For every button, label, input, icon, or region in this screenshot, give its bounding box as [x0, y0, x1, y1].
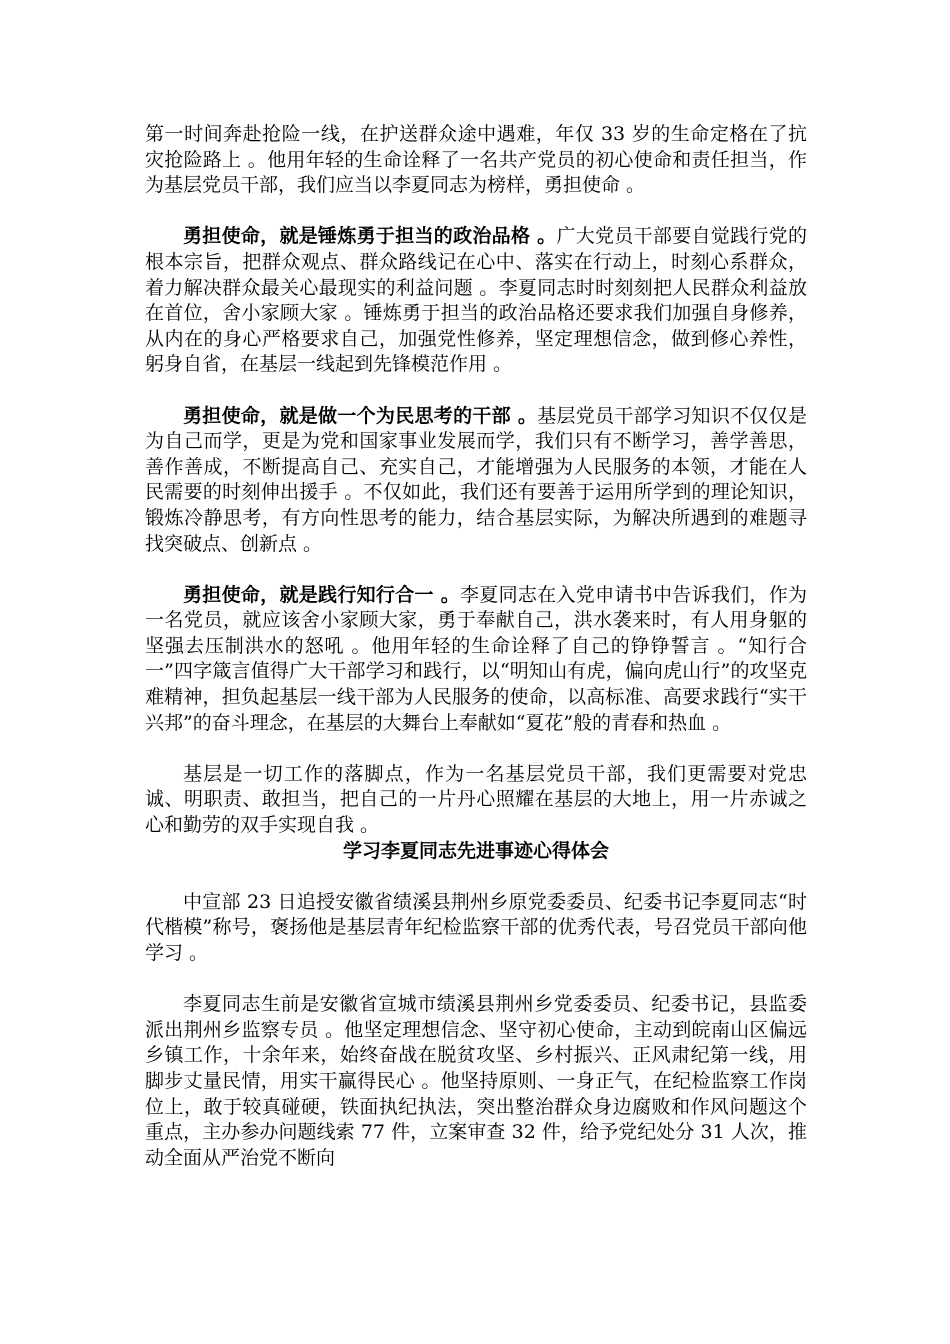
paragraph-think-for-people	[145, 404, 807, 558]
paragraph-heading: 勇担使命，就是锤炼勇于担当的政治品格 。	[183, 225, 557, 248]
paragraph-body: 广大党员干部要自觉践行党的根本宗旨，把群众观点、群众路线记在心中、落实在行动上，时刻心系群众，着力解决群众最关心最现实的利益问题 。李夏同志时时刻刻把人民群众利益放在首位，舍小家顾大家 。锤炼勇于担当的政治品格还要求我们加强自身修养，从内在的身心严格要求自己，加强党性修养，坚定理想信念，做到修心养性，躬身自省，在基层一线起到先锋模范作用 。	[145, 225, 807, 376]
document-page	[145, 122, 807, 1171]
paragraph-body: 基层党员干部学习知识不仅仅是为自己而学，更是为党和国家事业发展而学，我们只有不断学习，善学善思，善作善成，不断提高自己、充实自己，才能增强为人民服务的本领，才能在人民需要的时刻伸出援手 。不仅如此，我们还有要善于运用所学到的理论知识，锻炼冷静思考，有方向性思考的能力，结合基层实际，为解决所遇到的难题寻找突破点、创新点 。	[145, 404, 807, 555]
section-title: 学习李夏同志先进事迹心得体会	[342, 839, 609, 862]
paragraph-award: 中宣部 23 日追授安徽省绩溪县荆州乡原党委委员、纪委书记李夏同志“时代楷模”称号，褒扬他是基层青年纪检监察干部的优秀代表，号召党员干部向他学习 。	[145, 890, 807, 964]
paragraph-gap	[145, 864, 807, 890]
paragraph-intro: 第一时间奔赴抢险一线，在护送群众途中遇难，年仅 33 岁的生命定格在了抗灾抢险路上 。他用年轻的生命诠释了一名共产党员的初心使命和责任担当，作为基层党员干部，我们应当以李夏同志为榜样，勇担使命 。	[145, 123, 807, 197]
paragraph-heading: 勇担使命，就是践行知行合一 。	[183, 583, 461, 606]
paragraph-biography: 李夏同志生前是安徽省宣城市绩溪县荆州乡党委委员、纪委书记，县监委派出荆州乡监察专员 。他坚定理想信念、坚守初心使命，主动到皖南山区偏远乡镇工作，十余年来，始终奋战在脱贫攻坚、乡村振兴、正风肃纪第一线，用脚步丈量民情，用实干赢得民心 。他坚持原则、一身正气，在纪检监察工作岗位上，敢于较真碰硬，铁面执纪执法，突出整治群众身边腐败和作风问题这个重点，主办参办问题线索 77 件，立案审查 32 件，给予党纪处分 31 人次，推动全面从严治党不断向	[145, 993, 807, 1169]
paragraph-heading: 勇担使命，就是做一个为民思考的干部 。	[183, 404, 538, 427]
paragraph-gap	[145, 557, 807, 583]
paragraph-gap	[145, 736, 807, 762]
paragraph-gap	[145, 199, 807, 225]
paragraph-gap	[145, 378, 807, 404]
paragraph-knowledge-action	[145, 583, 807, 737]
paragraph-body: 李夏同志在入党申请书中告诉我们，作为一名党员，就应该舍小家顾大家，勇于奉献自己，洪水袭来时，有人用身躯的坚强去压制洪水的怒吼 。他用年轻的生命诠释了自己的铮铮誓言 。“知行合一”四字箴言值得广大干部学习和践行，以“明知山有虎，偏向虎山行”的攻坚克难精神，担负起基层一线干部为人民服务的使命，以高标准、高要求践行“实干兴邦”的奋斗理念，在基层的大舞台上奉献如“夏花”般的青春和热血 。	[145, 583, 807, 734]
paragraph-conclusion: 基层是一切工作的落脚点，作为一名基层党员干部，我们更需要对党忠诚、明职责、敢担当，把自己的一片丹心照耀在基层的大地上，用一片赤诚之心和勤劳的双手实现自我 。	[145, 762, 807, 837]
paragraph-gap	[145, 967, 807, 993]
paragraph-political-character	[145, 224, 807, 378]
